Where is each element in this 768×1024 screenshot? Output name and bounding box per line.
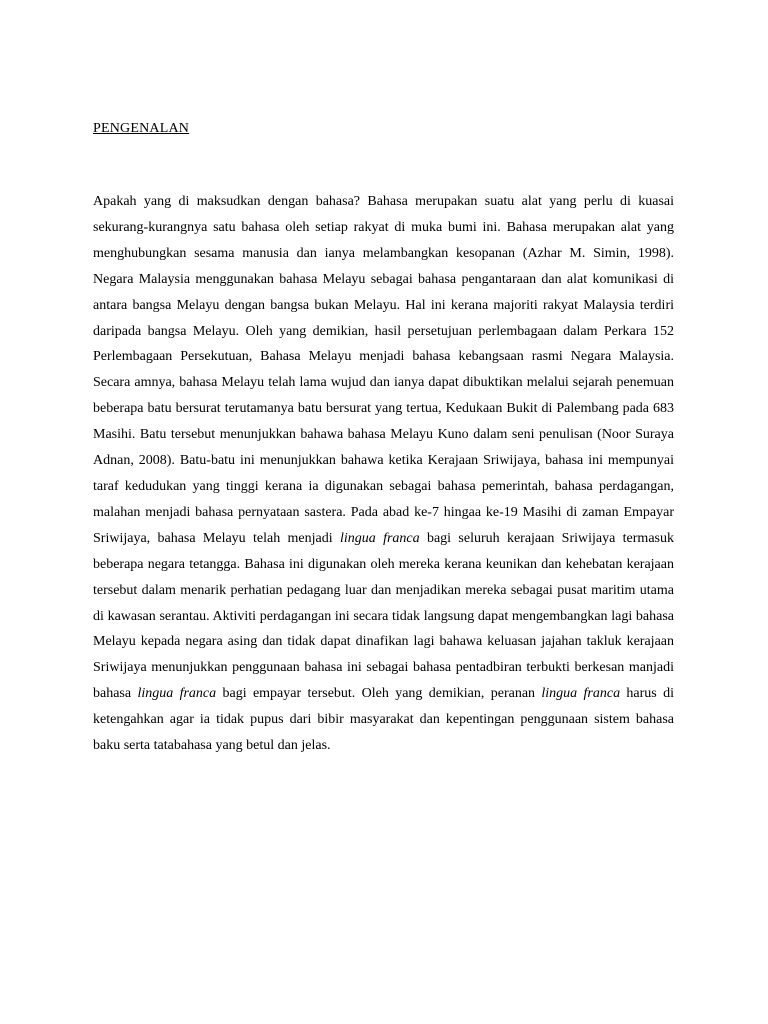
paragraph-text-segment: bagi empayar tersebut. Oleh yang demikian, peranan	[216, 686, 542, 702]
paragraph-text-segment: harus di ketengahkan agar ia tidak pupus dari bibir masyarakat dan kepentingan penggunaan sistem bahasa baku serta tatabahasa yang betul dan jelas.	[93, 686, 674, 754]
italic-term: lingua franca	[137, 686, 217, 702]
paragraph-text-segment: Apakah yang di maksudkan dengan bahasa? Bahasa merupakan suatu alat yang perlu di kuasai sekurang-kurangnya satu bahasa oleh setiap rakyat di muka bumi ini. Bahasa merupakan alat yang menghubungkan sesama manusia dan ianya melambangkan kesopanan (Azhar M. Simin, 1998). Negara Malaysia menggunakan bahasa Melayu sebagai bahasa pengantaraan dan alat komunikasi di antara bangsa Melayu dengan bangsa bukan Melayu. Hal ini kerana majoriti rakyat Malaysia terdiri daripada bangsa Melayu. Oleh yang demikian, hasil persetujuan perlembagaan dalam Perkara 152 Perlembagaan Persekutuan, Bahasa Melayu menjadi bahasa kebangsaan rasmi Negara Malaysia. Secara amnya, bahasa Melayu telah lama wujud dan ianya dapat dibuktikan melalui sejarah penemuan beberapa batu bersurat terutamanya batu bersurat yang tertua, Kedukaan Bukit di Palembang pada 683 Masihi. Batu tersebut menunjukkan bahawa bahasa Melayu Kuno dalam seni penulisan (Noor Suraya Adnan, 2008). Batu-batu ini menunjukkan bahawa ketika Kerajaan Sriwijaya, bahasa ini mempunyai taraf kedudukan yang tinggi kerana ia digunakan sebagai bahasa pemerintah, bahasa perdagangan, malahan menjadi bahasa pernyataan sastera. Pada abad ke-7 hingaa ke-19 Masihi di zaman Empayar Sriwijaya, bahasa Melayu telah menjadi	[93, 194, 674, 546]
body-paragraph	[93, 189, 674, 759]
section-heading: PENGENALAN	[93, 121, 190, 136]
paragraph-text-segment: bagi seluruh kerajaan Sriwijaya termasuk beberapa negara tetangga. Bahasa ini digunakan oleh mereka kerana keunikan dan kehebatan kerajaan tersebut dalam menarik perhatian pedagang luar dan menjadikan mereka sebagai pusat maritim utama di kawasan serantau. Aktiviti perdagangan ini secara tidak langsung dapat mengembangkan lagi bahasa Melayu kepada negara asing dan tidak dapat dinafikan lagi bahawa keluasan jajahan takluk kerajaan Sriwijaya menunjukkan penggunaan bahasa ini sebagai bahasa pentadbiran terbukti berkesan manjadi bahasa	[93, 530, 674, 702]
italic-term: lingua franca	[339, 530, 420, 546]
italic-term: lingua franca	[541, 686, 621, 702]
